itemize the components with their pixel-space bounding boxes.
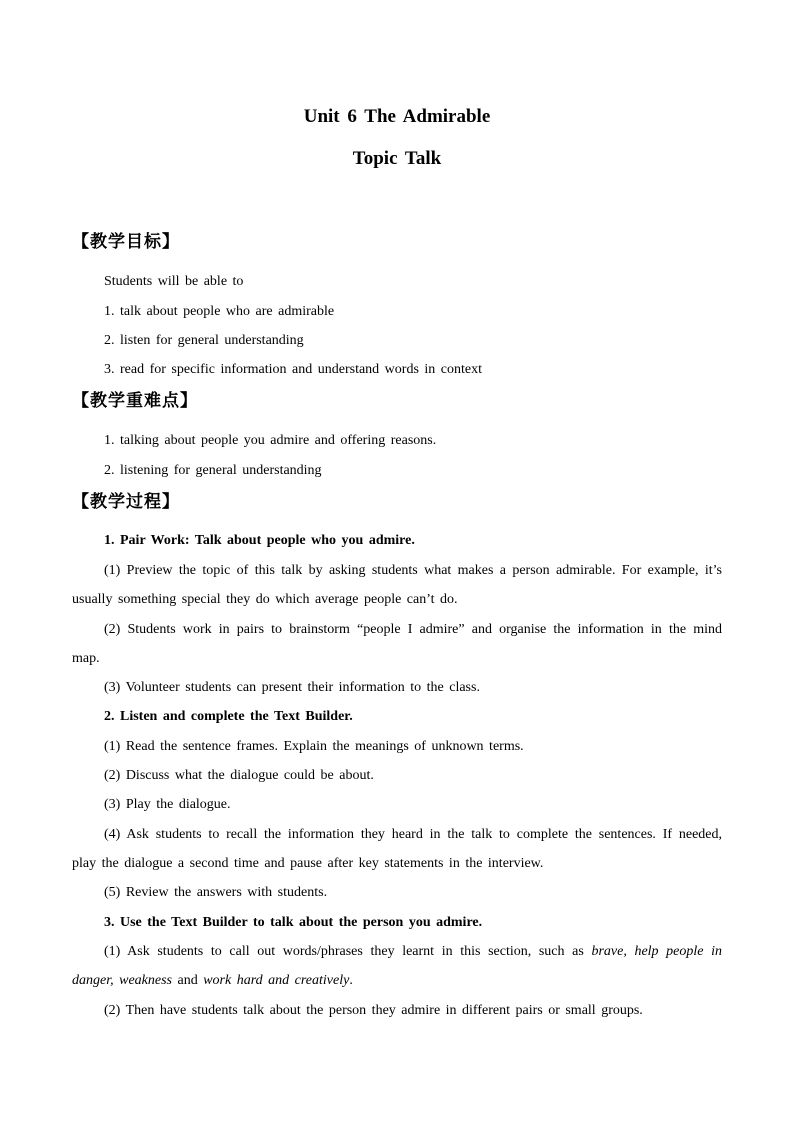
- objectives-intro: Students will be able to: [104, 274, 244, 289]
- step2-paragraph: (3) Play the dialogue.: [104, 797, 231, 812]
- step1-paragraph: (3) Volunteer students can present their information to the class.: [104, 680, 480, 695]
- step3-title: 3. Use the Text Builder to talk about the person you admire.: [104, 915, 483, 930]
- key-points-heading: 【教学重难点】: [72, 391, 198, 411]
- objective-item: 1. talk about people who are admirable: [104, 304, 335, 319]
- step1-paragraph: (1) Preview the topic of this talk by asking students what makes a person admirable. For example, it’s usually something special they do which average people can’t do.: [72, 563, 722, 607]
- step2-title: 2. Listen and complete the Text Builder.: [104, 709, 353, 724]
- step2-paragraph: (4) Ask students to recall the information they heard in the talk to complete the sentences. If needed, play the dialogue a second time and pause after key statements in the interview.: [72, 827, 722, 871]
- objective-item: 3. read for specific information and understand words in context: [104, 362, 483, 377]
- key-point-item: 1. talking about people you admire and offering reasons.: [104, 433, 437, 448]
- step2-paragraph: (5) Review the answers with students.: [104, 885, 328, 900]
- step3-text: and: [172, 973, 204, 988]
- step3-italic-terms: work hard and creatively: [203, 973, 350, 988]
- step3-text: .: [349, 973, 353, 988]
- step1-paragraph: (2) Students work in pairs to brainstorm “people I admire” and organise the information in the mind map.: [72, 622, 722, 666]
- step1-title: 1. Pair Work: Talk about people who you admire.: [104, 533, 415, 548]
- step3-text: (1) Ask students to call out words/phrases they learnt in this section, such as: [104, 944, 592, 959]
- process-heading: 【教学过程】: [72, 492, 180, 512]
- step3-paragraph: (2) Then have students talk about the person they admire in different pairs or small groups.: [104, 1003, 643, 1018]
- step3-paragraph: [72, 937, 722, 995]
- key-point-item: 2. listening for general understanding: [104, 463, 322, 478]
- document-title: Unit 6 The Admirable: [303, 106, 491, 127]
- step2-paragraph: (1) Read the sentence frames. Explain the meanings of unknown terms.: [104, 739, 524, 754]
- objective-item: 2. listen for general understanding: [104, 333, 304, 348]
- document-subtitle: Topic Talk: [352, 148, 442, 169]
- objectives-heading: 【教学目标】: [72, 232, 180, 252]
- step3-italic-terms: brave, help people in danger, weakness: [72, 944, 723, 988]
- step2-paragraph: (2) Discuss what the dialogue could be about.: [104, 768, 374, 783]
